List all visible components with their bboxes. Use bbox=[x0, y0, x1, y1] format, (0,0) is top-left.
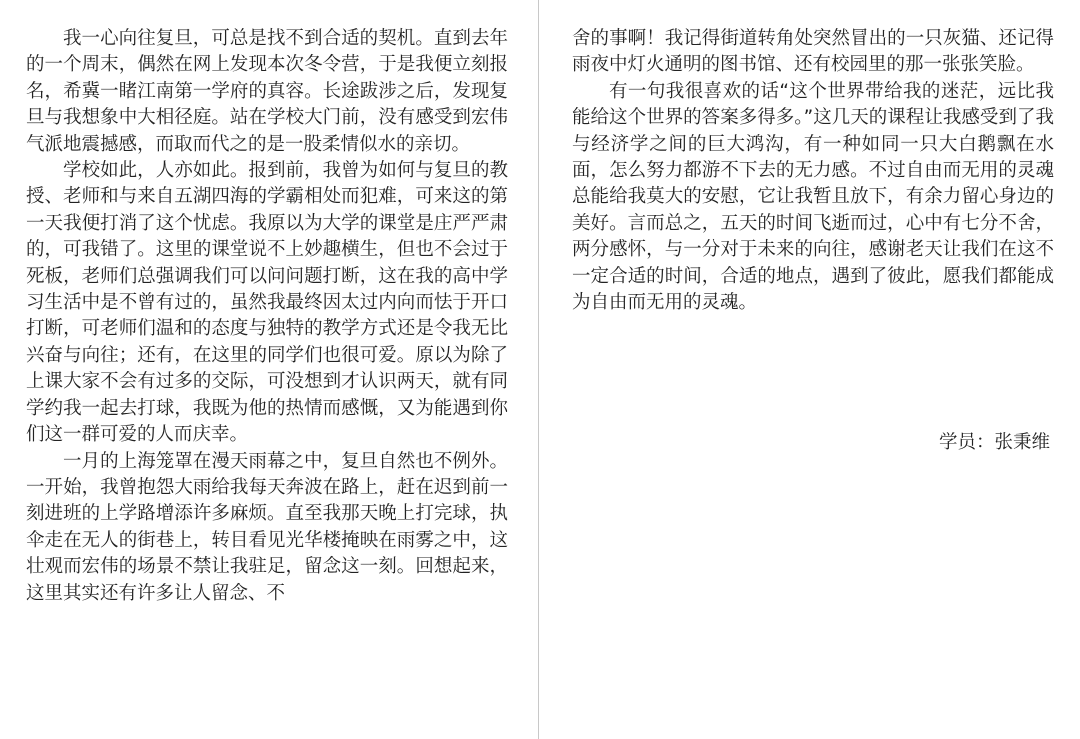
paragraph: 学校如此，人亦如此。报到前，我曾为如何与复旦的教授、老师和与来自五湖四海的学霸相处而犯难，可来这的第一天我便打消了这个忧虑。我原以为大学的课堂是庄严严肃的，可我错了。这里的课堂说不上妙趣横生，但也不会过于死板，老师们总强调我们可以问问题打断，这在我的高中学习生活中是不曾有过的，虽然我最终因太过内向而怯于开口打断，可老师们温和的态度与独特的教学方式还是令我无比兴奋与向往；还有，在这里的同学们也很可爱。原以为除了上课大家不会有过多的交际，可没想到才认识两天，就有同学约我一起去打球，我既为他的热情而感慨，又为能遇到你们这一群可爱的人而庆幸。 bbox=[26, 160, 508, 446]
paragraph: 有一句我很喜欢的话“这个世界带给我的迷茫，远比我能给这个世界的答案多得多。”这几天的课程让我感受到了我与经济学之间的巨大鸿沟，有一种如同一只大白鹅飘在水面，怎么努力都游不下去的无力感。不过自由而无用的灵魂总能给我莫大的安慰，它让我暂且放下，有余力留心身边的美好。言而总之，五天的时间飞逝而过，心中有七分不舍，两分感怀，与一分对于未来的向往，感谢老天让我们在这不一定合适的时间，合适的地点，遇到了彼此，愿我们都能成为自由而无用的灵魂。 bbox=[572, 80, 1054, 314]
right-column bbox=[572, 26, 1054, 316]
left-column bbox=[26, 26, 508, 607]
paragraph: 舍的事啊！我记得街道转角处突然冒出的一只灰猫、还记得雨夜中灯火通明的图书馆、还有校园里的那一张张笑脸。 bbox=[572, 28, 1054, 76]
paragraph: 一月的上海笼罩在漫天雨幕之中，复旦自然也不例外。一开始，我曾抱怨大雨给我每天奔波在路上，赶在迟到前一刻进班的上学路增添许多麻烦。直至我那天晚上打完球，执伞走在无人的街巷上，转目看见光华楼掩映在雨雾之中，这壮观而宏伟的场景不禁让我驻足，留念这一刻。回想起来，这里其实还有许多让人留念、不 bbox=[26, 450, 508, 604]
paragraph: 我一心向往复旦，可总是找不到合适的契机。直到去年的一个周末，偶然在网上发现本次冬令营，于是我便立刻报名，希冀一睹江南第一学府的真容。长途跋涉之后，发现复旦与我想象中大相径庭。站在学校大门前，没有感受到宏伟气派地震撼感，而取而代之的是一股柔情似水的亲切。 bbox=[26, 28, 508, 155]
author-signature: 学员：张秉维 bbox=[938, 432, 1050, 453]
column-divider bbox=[538, 0, 539, 739]
